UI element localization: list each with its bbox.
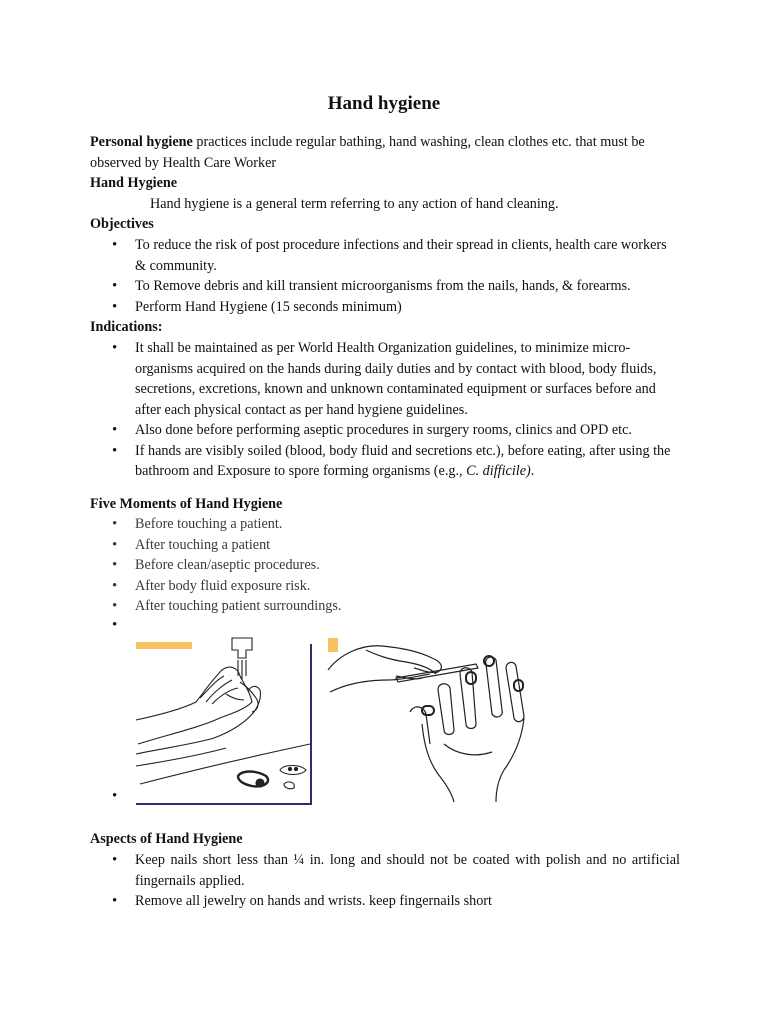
list-item-text: If hands are visibly soiled (blood, body fluid and secretions etc.), before eating, after using the bathroom and Exposure to spore forming organisms (e.g., bbox=[135, 442, 671, 479]
list-item: • Before touching a patient. bbox=[90, 514, 680, 535]
list-item bbox=[90, 441, 680, 482]
list-item: • Keep nails short less than ¼ in. long and should not be coated with polish and no artificial fingernails applied. bbox=[90, 850, 680, 891]
intro-paragraph bbox=[90, 132, 680, 173]
list-item: • Before clean/aseptic procedures. bbox=[90, 555, 680, 576]
accent-bar bbox=[328, 638, 338, 652]
objectives-list bbox=[90, 235, 680, 317]
list-item: • It shall be maintained as per World Health Organization guidelines, to minimize micro-organisms acquired on the hands during daily duties and by contact with blood, body fluids, secretions, excretions, known and unknown contaminated equipment or surfaces before and after each physical contact as per hand hygiene guidelines. bbox=[90, 338, 680, 420]
indications-heading: Indications: bbox=[90, 319, 163, 335]
indications-list bbox=[90, 338, 680, 482]
list-item-suffix: . bbox=[530, 463, 535, 479]
empty-bullet: • bbox=[112, 617, 118, 633]
empty-bullet: • bbox=[112, 788, 118, 804]
accent-bar bbox=[136, 642, 192, 649]
nail-cleaning-illustration bbox=[326, 634, 534, 804]
list-item: • To Remove debris and kill transient microorganisms from the nails, hands, & forearms. bbox=[90, 276, 680, 297]
intro-bold: Personal hygiene bbox=[90, 134, 193, 150]
hand-hygiene-definition: Hand hygiene is a general term referring to any action of hand cleaning. bbox=[150, 196, 559, 212]
list-item: • To reduce the risk of post procedure infections and their spread in clients, health care workers & community. bbox=[90, 235, 680, 276]
aspects-list bbox=[90, 850, 680, 912]
five-moments-heading: Five Moments of Hand Hygiene bbox=[90, 496, 283, 512]
list-item: • After touching a patient bbox=[90, 535, 680, 556]
list-item: • Also done before performing aseptic procedures in surgery rooms, clinics and OPD etc. bbox=[90, 420, 680, 441]
page-title: Hand hygiene bbox=[327, 93, 441, 114]
list-item: • Perform Hand Hygiene (15 seconds minimum) bbox=[90, 297, 680, 318]
aspects-heading: Aspects of Hand Hygiene bbox=[90, 831, 243, 847]
intro-text: practices include regular bathing, hand washing, clean clothes etc. that must be observed by Health Care Worker bbox=[90, 134, 645, 171]
hand-hygiene-heading: Hand Hygiene bbox=[90, 175, 178, 191]
list-item: • After touching patient surroundings. bbox=[90, 596, 680, 617]
objectives-heading: Objectives bbox=[90, 216, 154, 232]
five-moments-list bbox=[90, 514, 680, 617]
list-item: • After body fluid exposure risk. bbox=[90, 576, 680, 597]
hand-washing-illustration bbox=[134, 636, 316, 806]
list-item-italic: C. difficile) bbox=[466, 463, 531, 479]
list-item: • Remove all jewelry on hands and wrists. keep fingernails short bbox=[90, 891, 680, 912]
